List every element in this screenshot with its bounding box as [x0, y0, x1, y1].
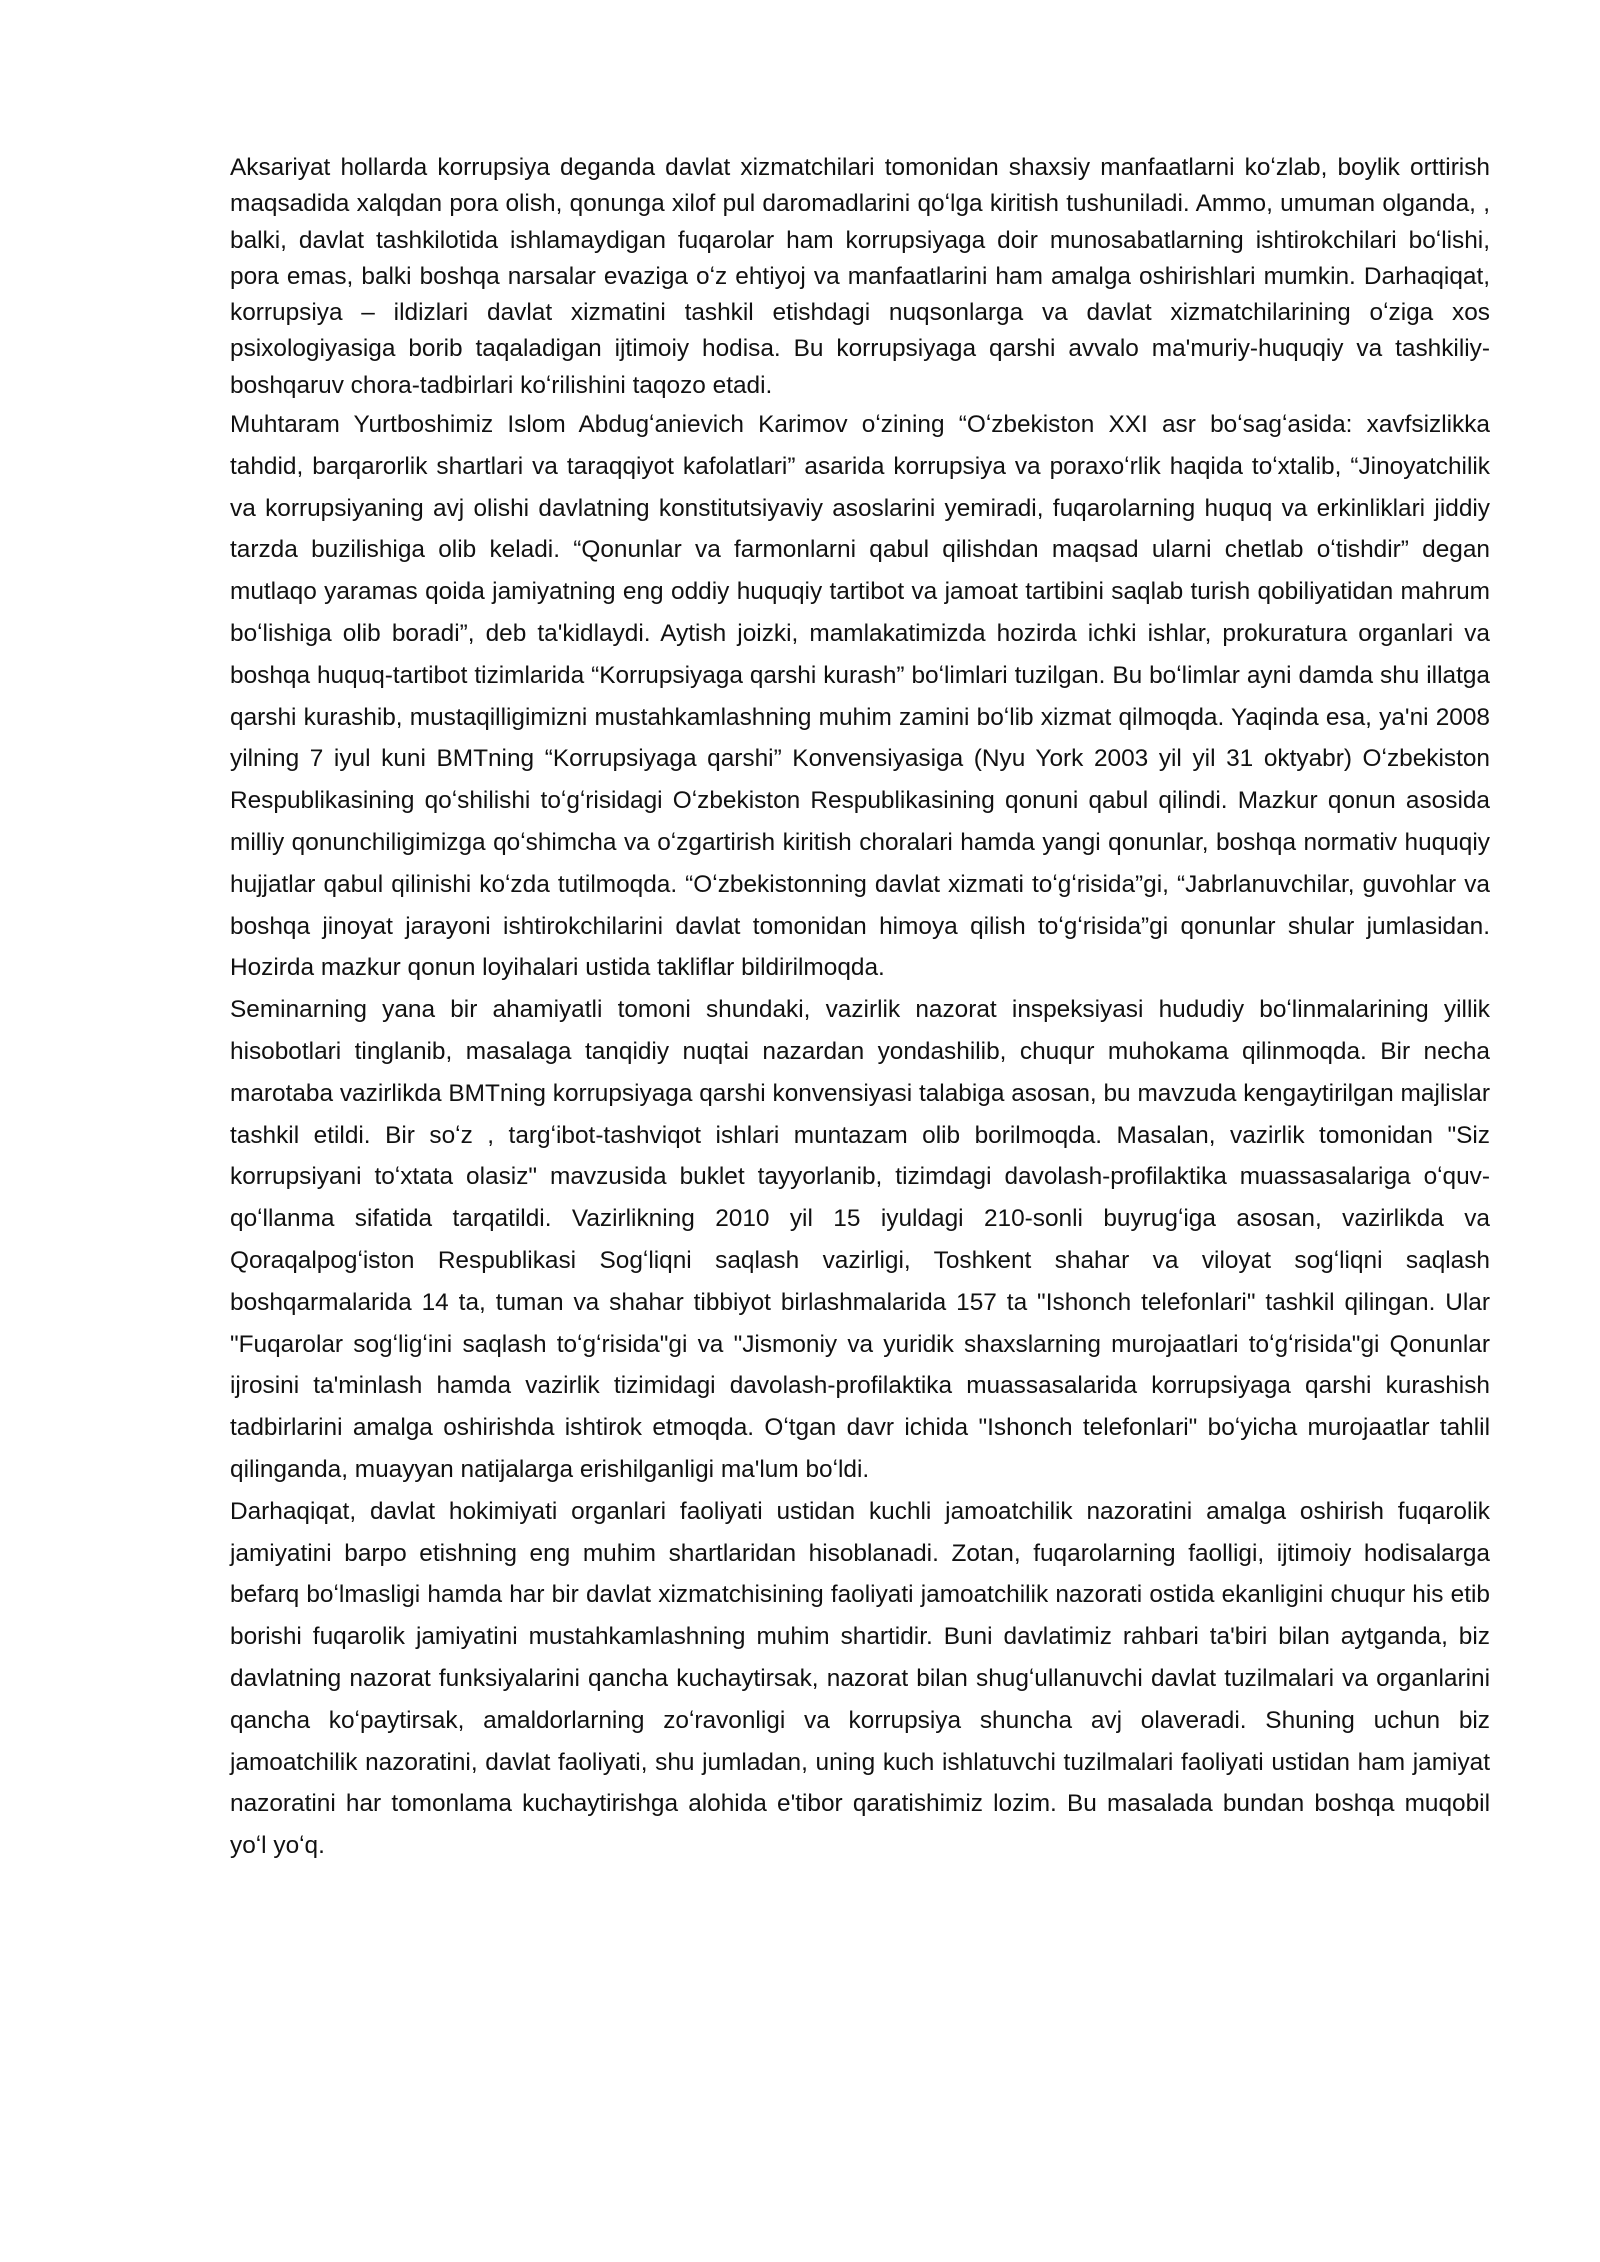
- document-body: [230, 150, 1490, 1867]
- paragraph-2: Muhtaram Yurtboshimiz Islom Abdugʻanievich Karimov oʻzining “Oʻzbekiston XXI asr boʻsagʻasida: xavfsizlikka tahdid, barqarorlik shartlari va taraqqiyot kafolatlari” asarida korrupsiya va poraxoʻrlik haqida toʻxtalib, “Jinoyatchilik va korrupsiyaning avj olishi davlatning konstitutsiyaviy asoslarini yemiradi, fuqarolarning huquq va erkinliklari jiddiy tarzda buzilishiga olib keladi. “Qonunlar va farmonlarni qabul qilishdan maqsad ularni chetlab oʻtishdir” degan mutlaqo yaramas qoida jamiyatning eng oddiy huquqiy tartibot va jamoat tartibini saqlab turish qobiliyatidan mahrum boʻlishiga olib boradi”, deb ta'kidlaydi. Aytish joizki, mamlakatimizda hozirda ichki ishlar, prokuratura organlari va boshqa huquq-tartibot tizimlarida “Korrupsiyaga qarshi kurash” boʻlimlari tuzilgan. Bu boʻlimlar ayni damda shu illatga qarshi kurashib, mustaqilligimizni mustahkamlashning muhim zamini boʻlib xizmat qilmoqda. Yaqinda esa, ya'ni 2008 yilning 7 iyul kuni BMTning “Korrupsiyaga qarshi” Konvensiyasiga (Nyu York 2003 yil yil 31 oktyabr) Oʻzbekiston Respublikasining qoʻshilishi toʻgʻrisidagi Oʻzbekiston Respublikasining qonuni qabul qilindi. Mazkur qonun asosida milliy qonunchiligimizga qoʻshimcha va oʻzgartirish kiritish choralari hamda yangi qonunlar, boshqa normativ huquqiy hujjatlar qabul qilinishi koʻzda tutilmoqda. “Oʻzbekistonning davlat xizmati toʻgʻrisida”gi, “Jabrlanuvchilar, guvohlar va boshqa jinoyat jarayoni ishtirokchilarini davlat tomonidan himoya qilish toʻgʻrisida”gi qonunlar shular jumlasidan. Hozirda mazkur qonun loyihalari ustida takliflar bildirilmoqda.: [230, 411, 1490, 982]
- paragraph-1: Aksariyat hollarda korrupsiya deganda davlat xizmatchilari tomonidan shaxsiy manfaatlarni koʻzlab, boylik orttirish maqsadida xalqdan pora olish, qonunga xilof pul daromadlarini qoʻlga kiritish tushuniladi. Ammo, umuman olganda, , balki, davlat tashkilotida ishlamaydigan fuqarolar ham korrupsiyaga doir munosabatlarning ishtirokchilari boʻlishi, pora emas, balki boshqa narsalar evaziga oʻz ehtiyoj va manfaatlarini ham amalga oshirishlari mumkin. Darhaqiqat, korrupsiya – ildizlari davlat xizmatini tashkil etishdagi nuqsonlarga va davlat xizmatchilarining oʻziga xos psixologiyasiga borib taqaladigan ijtimoiy hodisa. Bu korrupsiyaga qarshi avvalo ma'muriy-huquqiy va tashkiliy-boshqaruv chora-tadbirlari koʻrilishini taqozo etadi.: [230, 154, 1490, 399]
- paragraph-3: Seminarning yana bir ahamiyatli tomoni shundaki, vazirlik nazorat inspeksiyasi hududiy boʻlinmalarining yillik hisobotlari tinglanib, masalaga tanqidiy nuqtai nazardan yondashilib, chuqur muhokama qilinmoqda. Bir necha marotaba vazirlikda BMTning korrupsiyaga qarshi konvensiyasi talabiga asosan, bu mavzuda kengaytirilgan majlislar tashkil etildi. Bir soʻz , targʻibot-tashviqot ishlari muntazam olib borilmoqda. Masalan, vazirlik tomonidan "Siz korrupsiyani toʻxtata olasiz" mavzusida buklet tayyorlanib, tizimdagi davolash-profilaktika muassasalariga oʻquv-qoʻllanma sifatida tarqatildi. Vazirlikning 2010 yil 15 iyuldagi 210-sonli buyrugʻiga asosan, vazirlikda va Qoraqalpogʻiston Respublikasi Sogʻliqni saqlash vazirligi, Toshkent shahar va viloyat sogʻliqni saqlash boshqarmalarida 14 ta, tuman va shahar tibbiyot birlashmalarida 157 ta "Ishonch telefonlari" tashkil qilingan. Ular "Fuqarolar sogʻligʻini saqlash toʻgʻrisida"gi va "Jismoniy va yuridik shaxslarning murojaatlari toʻgʻrisida"gi Qonunlar ijrosini ta'minlash hamda vazirlik tizimidagi davolash-profilaktika muassasalarida korrupsiyaga qarshi kurashish tadbirlarini amalga oshirishda ishtirok etmoqda. Oʻtgan davr ichida "Ishonch telefonlari" boʻyicha murojaatlar tahlil qilinganda, muayyan natijalarga erishilganligi ma'lum boʻldi.: [230, 996, 1490, 1483]
- paragraph-4: Darhaqiqat, davlat hokimiyati organlari faoliyati ustidan kuchli jamoatchilik nazoratini amalga oshirish fuqarolik jamiyatini barpo etishning eng muhim shartlaridan hisoblanadi. Zotan, fuqarolarning faolligi, ijtimoiy hodisalarga befarq boʻlmasligi hamda har bir davlat xizmatchisining faoliyati jamoatchilik nazorati ostida ekanligini chuqur his etib borishi fuqarolik jamiyatini mustahkamlashning muhim shartidir. Buni davlatimiz rahbari ta'biri bilan aytganda, biz davlatning nazorat funksiyalarini qancha kuchaytirsak, nazorat bilan shugʻullanuvchi davlat tuzilmalari va organlarini qancha koʻpaytirsak, amaldorlarning zoʻravonligi va korrupsiya shuncha avj olaveradi. Shuning uchun biz jamoatchilik nazoratini, davlat faoliyati, shu jumladan, uning kuch ishlatuvchi tuzilmalari faoliyati ustidan ham jamiyat nazoratini har tomonlama kuchaytirishga alohida e'tibor qaratishimiz lozim. Bu masalada bundan boshqa muqobil yoʻl yoʻq.: [230, 1497, 1490, 1860]
